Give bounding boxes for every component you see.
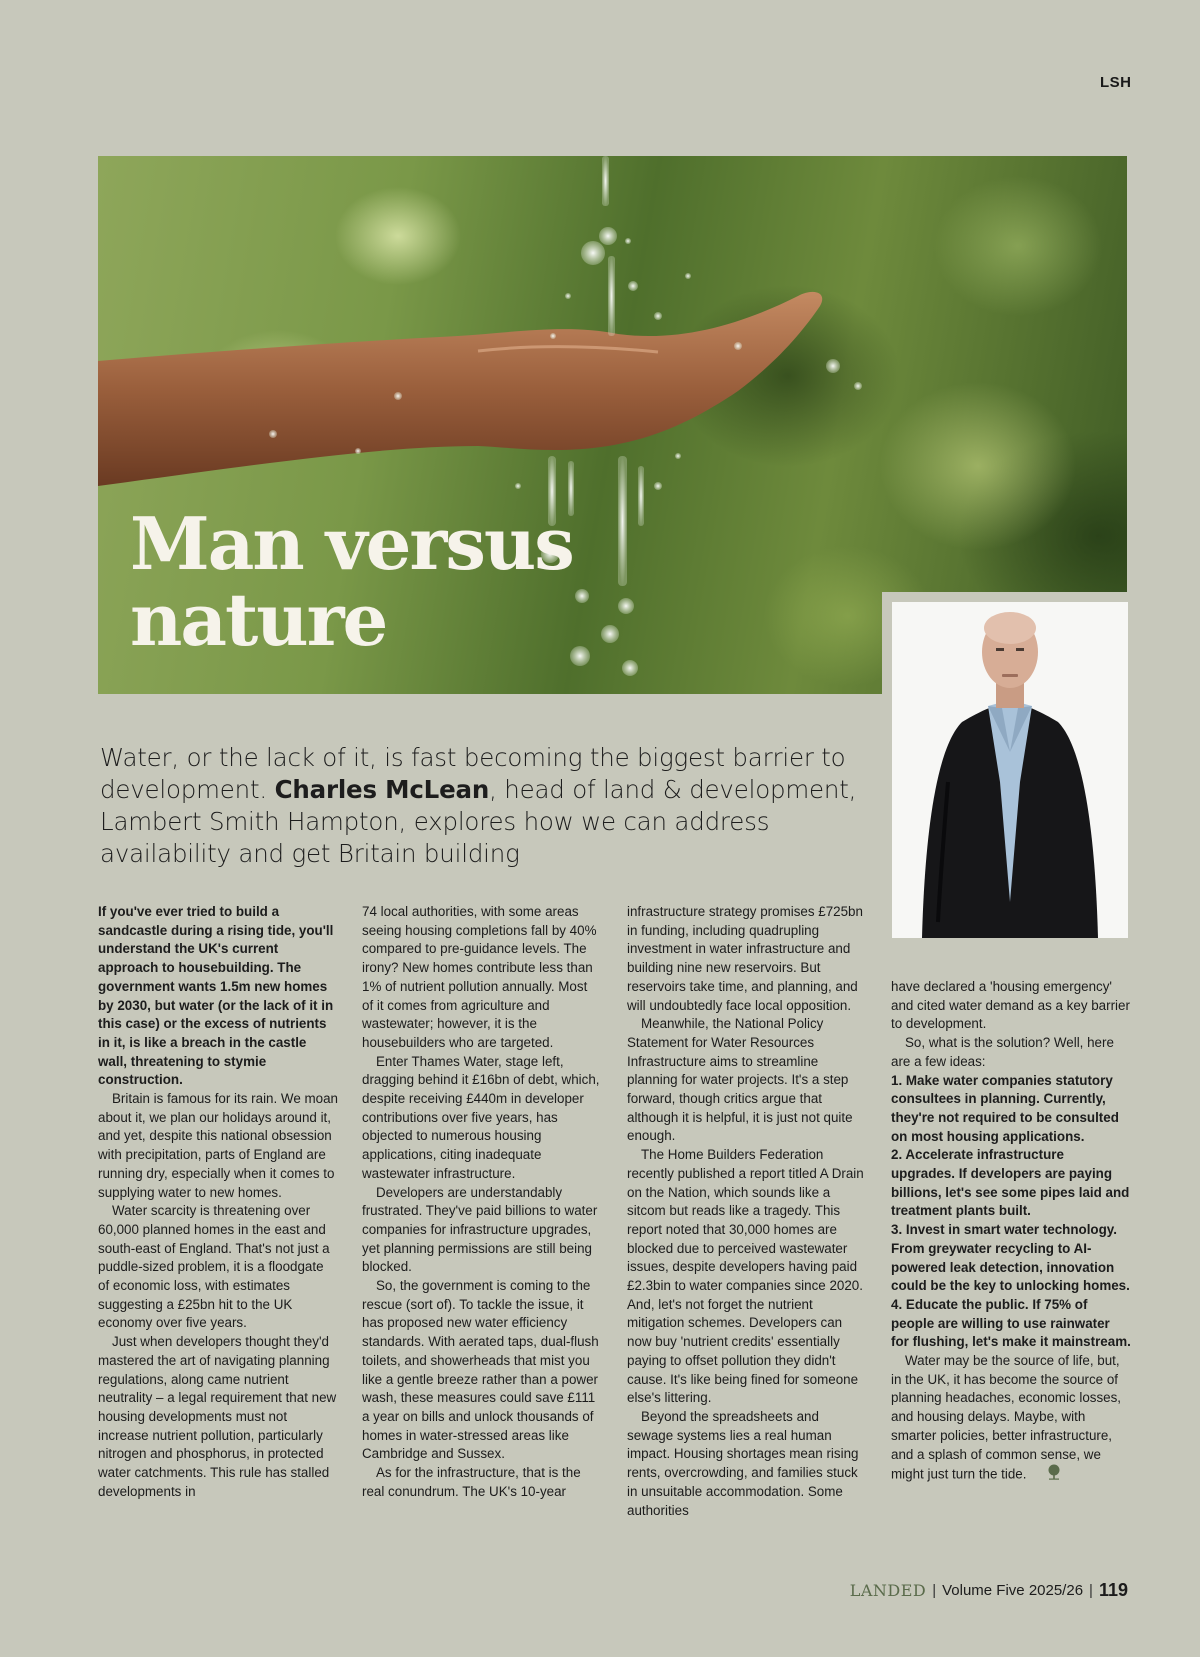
brand-mark: LSH [1100, 74, 1132, 91]
paragraph: Enter Thames Water, stage left, dragging behind it £16bn of debt, which, despite receiving £440m in developer contributions over five years, has objected to numerous housing applications, citing inadequate wastewater infrastructure. [362, 1053, 600, 1181]
paragraph: 74 local authorities, with some areas seeing housing completions fall by 40% compared to pre-guidance levels. The irony? New homes contribute less than 1% of nutrient pollution annually. Most of it comes from agriculture and wastewater; however, it is the housebuilders who are targeted. [362, 904, 597, 1050]
paragraph: The Home Builders Federation recently published a report titled A Drain on the Nation, which sounds like a sitcom but reads like a tragedy. This report noted that 30,000 homes are blocked due to perceived wastewater issues, despite developers having paid £2.3bin to water companies since 2020. And, let's not forget the nutrient mitigation schemes. Developers can now buy 'nutrient credits' essentially paying to offset pollution they didn't cause. It's like being fined for someone else's littering. [627, 1147, 864, 1406]
paragraph: Just when developers thought they'd mastered the art of navigating planning regulations, along came nutrient neutrality – a legal requirement that new housing developments must not increase nutrient pollution, particularly nitrogen and phosphorus, in protected water catchments. This rule has stalled developments in [98, 1334, 337, 1499]
body-column-2 [362, 903, 602, 1502]
paragraph: So, the government is coming to the rescue (sort of). To tackle the issue, it has proposed new water efficiency standards. With aerated taps, dual-flush toilets, and showerheads that mist you like a gentle breeze rather than a power wash, these measures could save £111 a year on bills and unlock thousands of homes in water-stressed areas like Cambridge and Sussex. [362, 1278, 599, 1462]
author-portrait [882, 592, 1128, 938]
paragraph: Britain is famous for its rain. We moan about it, we plan our holidays around it, and yet, despite this national obsession with precipitation, parts of England are running dry, especially when it comes to supplying water to new homes. [98, 1091, 338, 1200]
magazine-name: LANDED [849, 1581, 927, 1600]
page-footer: LANDED | Volume Five 2025/26 | 119 [849, 1580, 1128, 1600]
closing-paragraph: Water may be the source of life, but, in the UK, it has become the source of planning headaches, economic losses, and housing delays. Maybe, with smarter policies, better infrastructure, and a splash of common sense, we might just turn the tide. [891, 1352, 1131, 1486]
idea-item-1: 1. Make water companies statutory consultees in planning. Currently, they're not required to be consulted on most housing applications. [891, 1072, 1119, 1144]
paragraph: So, what is the solution? Well, here are a few ideas: [891, 1035, 1114, 1069]
page-number: 119 [1098, 1580, 1128, 1600]
author-name: Charles McLean [274, 775, 490, 804]
idea-item-4: 4. Educate the public. If 75% of people are willing to use rainwater for flushing, let's make it mainstream. [891, 1296, 1131, 1350]
paragraph: Water scarcity is threatening over 60,000 planned homes in the east and south-east of England. That's not just a puddle-sized problem, it is a floodgate of economic loss, with estimates suggesting a £25bn hit to the UK economy over five years. [98, 1203, 330, 1331]
article-title: Man versus nature [130, 501, 573, 662]
body-column-3 [627, 903, 867, 1520]
body-column-4 [891, 978, 1131, 1486]
idea-item-3: 3. Invest in smart water technology. From greywater recycling to AI-powered leak detection, innovation could be the key to unlocking homes. [891, 1222, 1130, 1294]
paragraph: As for the infrastructure, that is the real conundrum. The UK's 10-year [362, 1465, 581, 1499]
volume-label: Volume Five 2025/26 [942, 1582, 1084, 1599]
body-column-1 [98, 903, 338, 1502]
paragraph: have declared a 'housing emergency' and cited water demand as a key barrier to development. [891, 979, 1130, 1032]
author-photo [892, 602, 1128, 938]
paragraph: Developers are understandably frustrated. They've paid billions to water companies for infrastructure upgrades, yet planning permissions are still being blocked. [362, 1184, 598, 1275]
paragraph: infrastructure strategy promises £725bn in funding, including quadrupling investment in water infrastructure and building nine new reservoirs. But reservoirs take time, and planning, and will undoubtedly face local opposition. [627, 904, 863, 1013]
idea-item-2: 2. Accelerate infrastructure upgrades. If developers are paying billions, let's see some pipes laid and treatment plants built. [891, 1147, 1130, 1219]
standfirst: Water, or the lack of it, is fast becoming the biggest barrier to development. Charles McLean, head of land & development, Lambert Smith Hampton, explores how we can address availability and get Britain building [100, 743, 857, 868]
paragraph: Beyond the spreadsheets and sewage systems lies a real human impact. Housing shortages mean rising rents, overcrowding, and families stuck in unsuitable accommodation. Some authorities [627, 1408, 859, 1518]
paragraph: Meanwhile, the National Policy Statement for Water Resources Infrastructure aims to streamline planning for water projects. It's a step forward, though critics argue that although it is helpful, it is just not quite enough. [627, 1016, 853, 1144]
intro-paragraph: If you've ever tried to build a sandcastle during a rising tide, you'll understand the UK's current approach to housebuilding. The government wants 1.5m new homes by 2030, but water (or the lack of it in this case) or the excess of nutrients in it, is like a breach in the castle wall, threatening to stymie construction. [98, 904, 334, 1088]
tree-icon [1032, 1464, 1062, 1486]
